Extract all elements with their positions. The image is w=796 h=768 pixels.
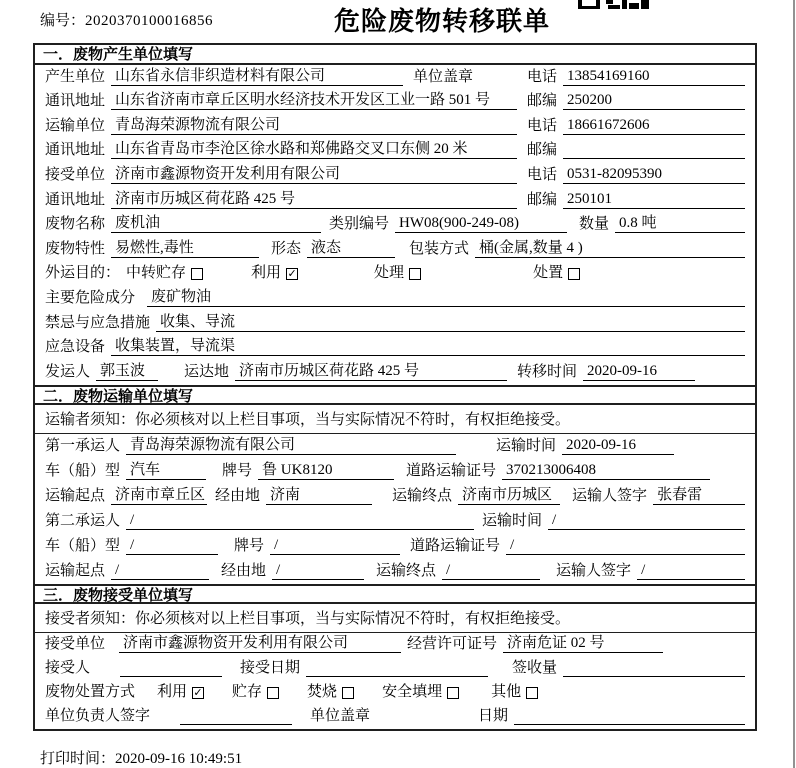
row-route2 (35, 559, 755, 584)
terminal2-label: 运输终点 (376, 562, 437, 579)
precautions-value: 收集、导流 (156, 310, 745, 332)
via2-label: 经由地 (221, 562, 267, 579)
row-producer-address (35, 90, 755, 115)
purpose-option-storage-label: 中转贮存 (126, 265, 187, 282)
quantity-value: 0.8 吨 (615, 211, 745, 233)
date-label: 日期 (478, 707, 509, 724)
row-manager-signature (35, 705, 755, 729)
purpose-storage-checkbox (191, 268, 203, 280)
vehicle2-value: / (126, 537, 218, 555)
purpose-dispose-checkbox (568, 268, 580, 280)
row-vehicle1 (35, 459, 755, 484)
row-receive-address (35, 188, 755, 213)
plate2-label: 牌号 (234, 537, 265, 554)
destination-value: 济南市历城区荷花路 425 号 (235, 359, 507, 381)
section-transport (35, 385, 755, 584)
vehicle1-value: 汽车 (126, 458, 206, 480)
origin2-value: / (111, 562, 209, 580)
origin1-value: 济南市章丘区 (111, 483, 207, 505)
receive-date-label: 接受日期 (240, 659, 301, 676)
receive-unit-label: 接受单位 (45, 166, 106, 183)
purpose-option-use-label: 利用 (251, 265, 282, 282)
print-time-line (40, 747, 242, 768)
consignor-value: 郭玉波 (96, 359, 158, 381)
row-waste-name (35, 213, 755, 238)
signature2-value: / (637, 562, 745, 580)
disposal-option-storage-label: 贮存 (232, 683, 263, 700)
row-consignor (35, 360, 755, 385)
row-receive-unit (35, 163, 755, 188)
purpose-option-dispose-label: 处置 (533, 265, 564, 282)
waste-name-value: 废机油 (111, 211, 321, 233)
print-time-value: 2020-09-16 10:49:51 (115, 751, 243, 767)
producer-unit-value: 山东省永信非织造材料有限公司 (111, 64, 403, 86)
physical-form-label: 形态 (271, 240, 302, 257)
packaging-value: 桶(金属,数量 4 ) (475, 236, 745, 258)
unit-seal2-label: 单位盖章 (310, 707, 371, 724)
zip1-label: 邮编 (526, 93, 557, 110)
received-quantity-label: 签收量 (512, 659, 558, 676)
phone1-value: 13854169160 (563, 68, 745, 86)
quantity-label: 数量 (579, 216, 610, 233)
transfer-time-label: 转移时间 (517, 363, 578, 380)
terminal1-label: 运输终点 (392, 487, 453, 504)
purpose-treat-checkbox (409, 268, 421, 280)
transport-unit-value: 青岛海荣源物流有限公司 (111, 113, 517, 135)
page-title: 危险废物转移联单 (334, 7, 551, 36)
row-disposal-method (35, 681, 755, 705)
check-mark: ✓ (287, 268, 297, 281)
via1-label: 经由地 (215, 487, 261, 504)
address1-label: 通讯地址 (45, 93, 106, 110)
zip3-label: 邮编 (526, 191, 557, 208)
section-transport-heading: 二．废物运输单位填写 (35, 385, 755, 405)
receive-date-value (306, 660, 488, 677)
date-value (514, 708, 745, 725)
row-carrier2 (35, 509, 755, 534)
physical-form-value: 液态 (307, 236, 395, 258)
signature1-value: 张春雷 (653, 483, 745, 505)
purpose-option-treat-label: 处理 (374, 265, 405, 282)
time2-label: 运输时间 (482, 512, 543, 529)
row-precautions (35, 311, 755, 336)
disposal-option-other-label: 其他 (491, 683, 522, 700)
row-main-hazard (35, 286, 755, 311)
time1-value: 2020-09-16 (562, 437, 674, 455)
main-hazard-label: 主要危险成分 (45, 289, 136, 306)
address2-label: 通讯地址 (45, 142, 106, 159)
disposal-storage-checkbox (267, 687, 279, 699)
disposal-use-checkbox (192, 687, 204, 699)
transport-unit-label: 运输单位 (45, 117, 106, 134)
row-waste-characteristics (35, 237, 755, 262)
check-mark: ✓ (193, 686, 203, 699)
terminal1-value: 济南市历城区 (458, 483, 560, 505)
phone1-label: 电话 (526, 68, 557, 85)
consignor-label: 发运人 (45, 363, 91, 380)
address2-value: 山东省青岛市李沧区徐水路和郑佛路交叉口东侧 20 米 (111, 137, 517, 159)
address1-value: 山东省济南市章丘区明水经济技术开发区工业一路 501 号 (111, 88, 517, 110)
category-no-label: 类别编号 (329, 216, 390, 233)
section-receive (35, 584, 755, 729)
row-transfer-purpose (35, 262, 755, 287)
receive-unit2-label: 接受单位 (45, 635, 106, 652)
receive-unit-value: 济南市鑫源物资开发利用有限公司 (111, 162, 517, 184)
emergency-equipment-label: 应急设备 (45, 339, 106, 356)
address3-value: 济南市历城区荷花路 425 号 (111, 187, 517, 209)
hazardous-waste-transfer-form (33, 43, 757, 731)
time1-label: 运输时间 (496, 437, 557, 454)
zip3-value: 250101 (563, 191, 745, 209)
permit-no-label: 经营许可证号 (407, 635, 498, 652)
recipient-value (120, 660, 222, 677)
via1-value: 济南 (266, 483, 372, 505)
disposal-incinerate-checkbox (342, 687, 354, 699)
section-producer-heading: 一．废物产生单位填写 (35, 45, 755, 65)
zip2-label: 邮编 (526, 142, 557, 159)
vehicle2-label: 车（船）型 (45, 537, 121, 554)
transfer-time-value: 2020-09-16 (583, 363, 695, 381)
receive-unit2-value: 济南市鑫源物资开发利用有限公司 (119, 631, 401, 653)
row-transport-address (35, 139, 755, 164)
zip1-value: 250200 (563, 92, 745, 110)
precautions-label: 禁忌与应急措施 (45, 314, 151, 331)
row-vehicle2 (35, 534, 755, 559)
terminal2-value: / (442, 562, 540, 580)
received-quantity-value (563, 660, 745, 677)
row-emergency-equipment (35, 336, 755, 361)
serial-label: 编号： (40, 13, 86, 29)
vehicle1-label: 车（船）型 (45, 462, 121, 479)
row-route1 (35, 484, 755, 509)
plate1-label: 牌号 (222, 462, 253, 479)
time2-value: / (548, 512, 745, 530)
signature1-label: 运输人签字 (572, 487, 648, 504)
disposal-landfill-checkbox (447, 687, 459, 699)
row-carrier1 (35, 434, 755, 459)
packaging-label: 包装方式 (409, 240, 470, 257)
transport-notice: 运输者须知：你必须核对以上栏目事项，当与实际情况不符时，有权拒绝接受。 (35, 405, 755, 434)
waste-name-label: 废物名称 (45, 216, 106, 233)
phone2-label: 电话 (526, 117, 557, 134)
road-permit1-value: 370213006408 (502, 462, 710, 480)
carrier1-label: 第一承运人 (45, 437, 121, 454)
manager-signature-label: 单位负责人签字 (45, 707, 151, 724)
serial-line (40, 9, 213, 30)
page-edge-line (793, 0, 795, 768)
via2-value: / (272, 562, 364, 580)
purpose-label: 外运目的： (45, 265, 121, 282)
category-no-value: HW08(900-249-08) (395, 215, 567, 233)
address3-label: 通讯地址 (45, 191, 106, 208)
phone2-value: 18661672606 (563, 117, 745, 135)
emergency-equipment-value: 收集装置，导流渠 (111, 334, 745, 356)
phone3-value: 0531-82095390 (563, 166, 745, 184)
row-transport-unit (35, 114, 755, 139)
phone3-label: 电话 (526, 166, 557, 183)
destination-label: 运达地 (184, 363, 230, 380)
disposal-other-checkbox (526, 687, 538, 699)
road-permit2-value: / (506, 537, 745, 555)
serial-number: 2020370100016856 (85, 13, 214, 29)
carrier1-value: 青岛海荣源物流有限公司 (126, 433, 456, 455)
disposal-option-landfill-label: 安全填埋 (382, 683, 443, 700)
row-producer-unit (35, 65, 755, 90)
recipient-label: 接受人 (45, 659, 91, 676)
origin1-label: 运输起点 (45, 487, 106, 504)
unit-seal-label: 单位盖章 (413, 68, 474, 85)
zip2-value (563, 142, 745, 159)
origin2-label: 运输起点 (45, 562, 106, 579)
purpose-use-checkbox (286, 268, 298, 280)
road-permit1-label: 道路运输证号 (406, 462, 497, 479)
carrier2-value: / (126, 512, 474, 530)
row-receive-unit2 (35, 633, 755, 657)
permit-no-value: 济南危证 02 号 (503, 631, 663, 653)
print-time-label: 打印时间： (40, 751, 116, 767)
characteristics-label: 废物特性 (45, 240, 106, 257)
manager-signature-value (180, 708, 292, 725)
signature2-label: 运输人签字 (556, 562, 632, 579)
road-permit2-label: 道路运输证号 (410, 537, 501, 554)
producer-unit-label: 产生单位 (45, 68, 106, 85)
plate2-value: / (270, 537, 400, 555)
carrier2-label: 第二承运人 (45, 512, 121, 529)
qr-code-fragment (578, 0, 650, 10)
disposal-method-label: 废物处置方式 (45, 683, 136, 700)
section-receive-heading: 三．废物接受单位填写 (35, 584, 755, 604)
receive-notice: 接受者须知：你必须核对以上栏目事项，当与实际情况不符时，有权拒绝接受。 (35, 604, 755, 633)
row-recipient (35, 657, 755, 681)
characteristics-value: 易燃性,毒性 (111, 236, 259, 258)
disposal-option-incinerate-label: 焚烧 (307, 683, 338, 700)
plate1-value: 鲁 UK8120 (258, 458, 394, 480)
main-hazard-value: 废矿物油 (147, 285, 745, 307)
section-producer (35, 45, 755, 385)
disposal-option-use-label: 利用 (157, 683, 188, 700)
